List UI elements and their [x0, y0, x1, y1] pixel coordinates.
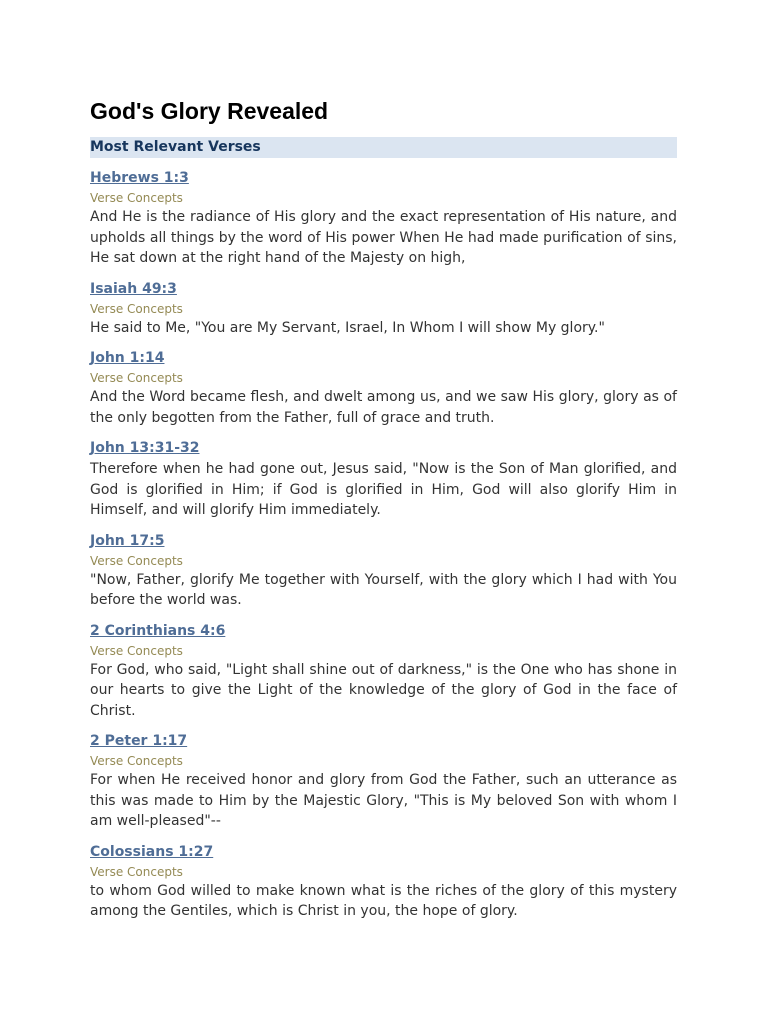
- verse-reference-link[interactable]: John 13:31-32: [90, 440, 200, 456]
- verse-reference-link[interactable]: Hebrews 1:3: [90, 170, 189, 186]
- verse-concepts-label[interactable]: Verse Concepts: [90, 864, 183, 879]
- verse-concepts-label[interactable]: Verse Concepts: [90, 553, 183, 568]
- verse-concepts-label[interactable]: Verse Concepts: [90, 643, 183, 658]
- section-header: Most Relevant Verses: [90, 137, 677, 158]
- verse-text: "Now, Father, glorify Me together with Yourself, with the glory which I had with You before the world was.: [90, 571, 677, 608]
- verse-reference-link[interactable]: John 17:5: [90, 532, 165, 549]
- verse-item: [90, 730, 677, 832]
- verse-item: [90, 167, 677, 269]
- document-page: [90, 96, 677, 931]
- verse-concepts-label[interactable]: Verse Concepts: [90, 301, 183, 316]
- verse-item: [90, 437, 677, 521]
- verse-item: [90, 530, 677, 611]
- verse-text: For when He received honor and glory from God the Father, such an utterance as this was made to Him by the Majestic Glory, "This is My beloved Son with whom I am well-pleased"--: [90, 772, 677, 829]
- verse-text: Therefore when he had gone out, Jesus said, "Now is the Son of Man glorified, and God is glorified in Him; if God is glorified in Him, God will also glorify Him in Himself, and will glorify Him immediately.: [90, 461, 677, 518]
- verse-reference-link[interactable]: John 1:14: [90, 350, 165, 366]
- verse-reference-link[interactable]: 2 Peter 1:17: [90, 733, 188, 749]
- verse-text: And the Word became flesh, and dwelt among us, and we saw His glory, glory as of the only begotten from the Father, full of grace and truth.: [90, 389, 677, 426]
- verse-text: to whom God willed to make known what is the riches of the glory of this mystery among the Gentiles, which is Christ in you, the hope of glory.: [90, 882, 677, 919]
- verse-item: [90, 347, 677, 428]
- verse-text: He said to Me, "You are My Servant, Israel, In Whom I will show My glory.": [90, 319, 605, 336]
- verse-text: For God, who said, "Light shall shine out of darkness," is the One who has shone in our hearts to give the Light of the knowledge of the glory of God in the face of Christ.: [90, 661, 677, 719]
- verse-item: [90, 841, 677, 922]
- page-title: God's Glory Revealed: [90, 98, 329, 124]
- verse-reference-link[interactable]: 2 Corinthians 4:6: [90, 622, 226, 639]
- verse-list: [90, 167, 677, 922]
- verse-concepts-label[interactable]: Verse Concepts: [90, 371, 183, 385]
- verse-reference-link[interactable]: Colossians 1:27: [90, 843, 214, 860]
- verse-text: And He is the radiance of His glory and the exact representation of His nature, and upholds all things by the word of His power When He had made purification of sins, He sat down at the right hand of the Majesty on high,: [90, 209, 677, 266]
- verse-item: [90, 278, 677, 339]
- verse-concepts-label[interactable]: Verse Concepts: [90, 754, 183, 768]
- verse-concepts-label[interactable]: Verse Concepts: [90, 191, 183, 205]
- verse-item: [90, 620, 677, 722]
- verse-reference-link[interactable]: Isaiah 49:3: [90, 280, 177, 297]
